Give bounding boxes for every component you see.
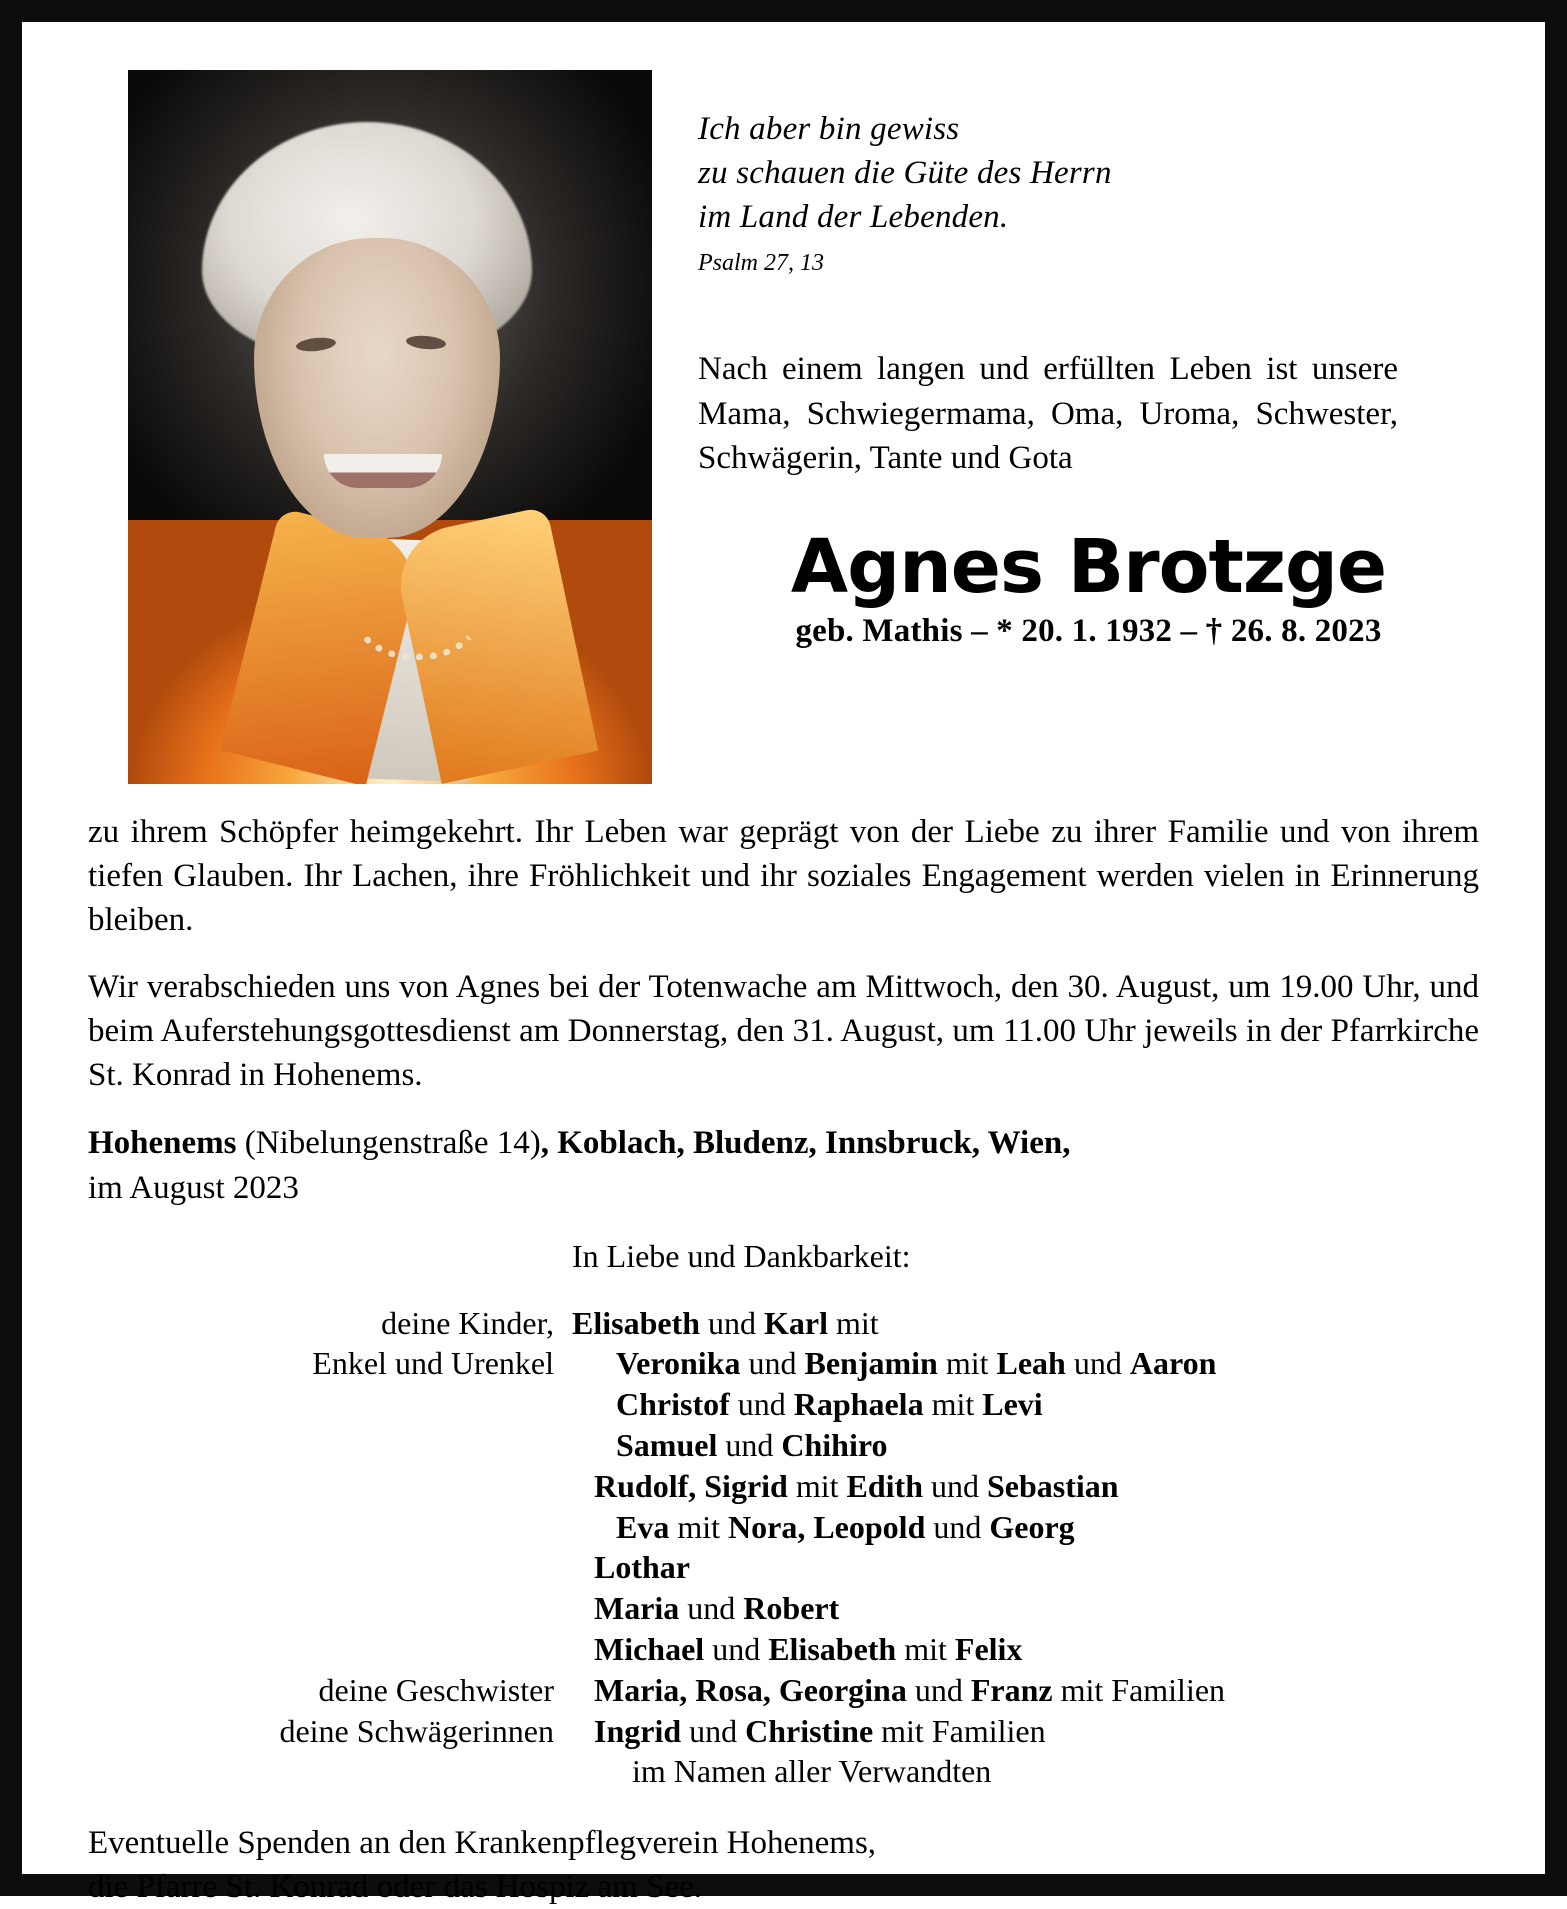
family-name: Lothar bbox=[594, 1549, 690, 1586]
places-line bbox=[88, 1121, 1479, 1165]
family-heading: In Liebe und Dankbarkeit: bbox=[572, 1237, 911, 1274]
family-connector: und bbox=[922, 1467, 987, 1504]
family-connector: mit bbox=[787, 1467, 847, 1504]
family-connector: mit Familien bbox=[1052, 1671, 1226, 1708]
family-connector: und bbox=[729, 1386, 794, 1423]
verse-line-3: im Land der Lebenden. bbox=[698, 198, 1009, 235]
header-text-column bbox=[612, 70, 1479, 650]
family-names bbox=[572, 1384, 1479, 1425]
place-primary: Hohenems bbox=[88, 1125, 237, 1162]
family-name: Rudolf, Sigrid bbox=[594, 1467, 788, 1504]
family-name: Sebastian bbox=[986, 1467, 1119, 1504]
photo-mouth bbox=[324, 454, 442, 488]
family-relation-label bbox=[88, 1507, 558, 1548]
paragraph-life: zu ihrem Schöpfer heimgekehrt. Ihr Leben war geprägt von der Liebe zu ihrer Familie und von ihrem tiefen Glauben. Ihr Lachen, ihre Fröhlichkeit und ihr soziales Engagement werden vielen in Erinnerung bleiben. bbox=[88, 814, 1479, 939]
paragraph-services: Wir verabschieden uns von Agnes bei der Totenwache am Mittwoch, den 30. August, um 19.00 Uhr, und beim Auferstehungsgottesdienst am Donnerstag, den 31. August, um 11.00 Uhr jeweils in der Pfarrkirche St. Konrad in Hohenems. bbox=[88, 968, 1479, 1094]
family-relation-label bbox=[88, 1629, 558, 1670]
family-connector: mit bbox=[828, 1304, 879, 1341]
family-connector: und bbox=[717, 1426, 782, 1463]
family-names bbox=[572, 1425, 1479, 1466]
verse-line-2: zu schauen die Güte des Herrn bbox=[698, 154, 1112, 191]
family-relation-label: deine Kinder, bbox=[381, 1304, 554, 1341]
family-connector: mit bbox=[896, 1630, 955, 1667]
obituary-card bbox=[22, 22, 1545, 1905]
family-rows bbox=[88, 1303, 1479, 1793]
place-address: (Nibelungenstraße 14) bbox=[236, 1125, 541, 1162]
family-name: Elisabeth bbox=[572, 1304, 701, 1341]
family-connector: mit bbox=[937, 1345, 997, 1382]
family-connector: und bbox=[925, 1508, 990, 1545]
family-name: Maria, Rosa, Georgina bbox=[594, 1671, 907, 1708]
family-name: Edith bbox=[846, 1467, 923, 1504]
bible-verse bbox=[698, 108, 1479, 240]
donation-line: Eventuelle Spenden an den Krankenpflegverein Hohenems, bbox=[88, 1825, 877, 1862]
header-section bbox=[88, 70, 1479, 784]
family-name: Elisabeth bbox=[768, 1630, 897, 1667]
family-relation-label bbox=[88, 1384, 558, 1425]
family-connector: und bbox=[704, 1630, 769, 1667]
verse-source: Psalm 27, 13 bbox=[698, 249, 824, 276]
family-connector: und bbox=[740, 1345, 805, 1382]
family-connector: mit Familien bbox=[873, 1712, 1046, 1749]
family-connector: und bbox=[1065, 1345, 1130, 1382]
family-name: Franz bbox=[970, 1671, 1053, 1708]
places-others: , Koblach, Bludenz, Innsbruck, Wien, bbox=[540, 1125, 1071, 1162]
family-name: Karl bbox=[764, 1304, 829, 1341]
family-list bbox=[88, 1236, 1479, 1277]
portrait-photo bbox=[128, 70, 652, 784]
family-name: Eva bbox=[616, 1508, 670, 1545]
family-name: Leah bbox=[996, 1345, 1066, 1382]
family-names bbox=[572, 1711, 1479, 1752]
family-name: Ingrid bbox=[594, 1712, 682, 1749]
family-name: Samuel bbox=[616, 1426, 718, 1463]
family-name: Chihiro bbox=[781, 1426, 888, 1463]
family-name: Benjamin bbox=[804, 1345, 938, 1382]
family-connector: mit bbox=[923, 1386, 983, 1423]
family-name: Levi bbox=[982, 1386, 1043, 1423]
family-relation-label: deine Schwägerinnen bbox=[279, 1712, 554, 1749]
family-names bbox=[572, 1343, 1479, 1384]
family-name: Christof bbox=[616, 1386, 730, 1423]
family-connector: und bbox=[681, 1712, 746, 1749]
portrait-container bbox=[88, 70, 612, 784]
family-names bbox=[572, 1547, 1479, 1588]
deceased-dates: geb. Mathis – * 20. 1. 1932 – † 26. 8. 2023 bbox=[795, 612, 1382, 649]
family-connector: im Namen aller Verwandten bbox=[632, 1753, 992, 1790]
verse-line-1: Ich aber bin gewiss bbox=[698, 111, 960, 147]
places-section bbox=[88, 1121, 1479, 1209]
family-names bbox=[572, 1629, 1479, 1670]
family-relation-label bbox=[88, 1466, 558, 1507]
family-name: Veronika bbox=[616, 1345, 741, 1382]
family-connector: mit bbox=[669, 1508, 729, 1545]
family-names bbox=[572, 1670, 1479, 1711]
family-names bbox=[572, 1507, 1479, 1548]
family-name: Nora, Leopold bbox=[728, 1508, 926, 1545]
family-name: Michael bbox=[594, 1630, 705, 1667]
family-name: Felix bbox=[954, 1630, 1023, 1667]
family-connector: und bbox=[700, 1304, 765, 1341]
intro-paragraph: Nach einem langen und erfüllten Leben ist unsere Mama, Schwiegermama, Oma, Uroma, Schwester, Schwägerin, Tante und Gota bbox=[698, 350, 1398, 477]
family-relation-label: Enkel und Urenkel bbox=[312, 1345, 554, 1382]
family-connector: und bbox=[906, 1671, 971, 1708]
family-names bbox=[572, 1303, 1479, 1344]
body-section bbox=[88, 810, 1479, 1097]
family-names bbox=[572, 1751, 1479, 1792]
family-name: Robert bbox=[743, 1590, 840, 1627]
family-relation-label bbox=[88, 1425, 558, 1466]
family-names bbox=[572, 1466, 1479, 1507]
family-name: Maria bbox=[594, 1590, 680, 1627]
family-heading-spacer bbox=[88, 1236, 558, 1277]
family-names bbox=[572, 1588, 1479, 1629]
family-name: Raphaela bbox=[793, 1386, 924, 1423]
family-relation-label bbox=[88, 1751, 558, 1792]
deceased-name: Agnes Brotzge bbox=[790, 524, 1387, 611]
family-relation-label: deine Geschwister bbox=[318, 1671, 554, 1708]
family-relation-label bbox=[88, 1547, 558, 1588]
family-name: Georg bbox=[989, 1508, 1075, 1545]
places-date: im August 2023 bbox=[88, 1169, 299, 1206]
family-relation-label bbox=[88, 1588, 558, 1629]
family-name: Christine bbox=[745, 1712, 874, 1749]
donation-line: die Pfarre St. Konrad oder das Hospiz am See. bbox=[88, 1868, 702, 1905]
family-name: Aaron bbox=[1129, 1345, 1217, 1382]
family-connector: und bbox=[679, 1590, 744, 1627]
